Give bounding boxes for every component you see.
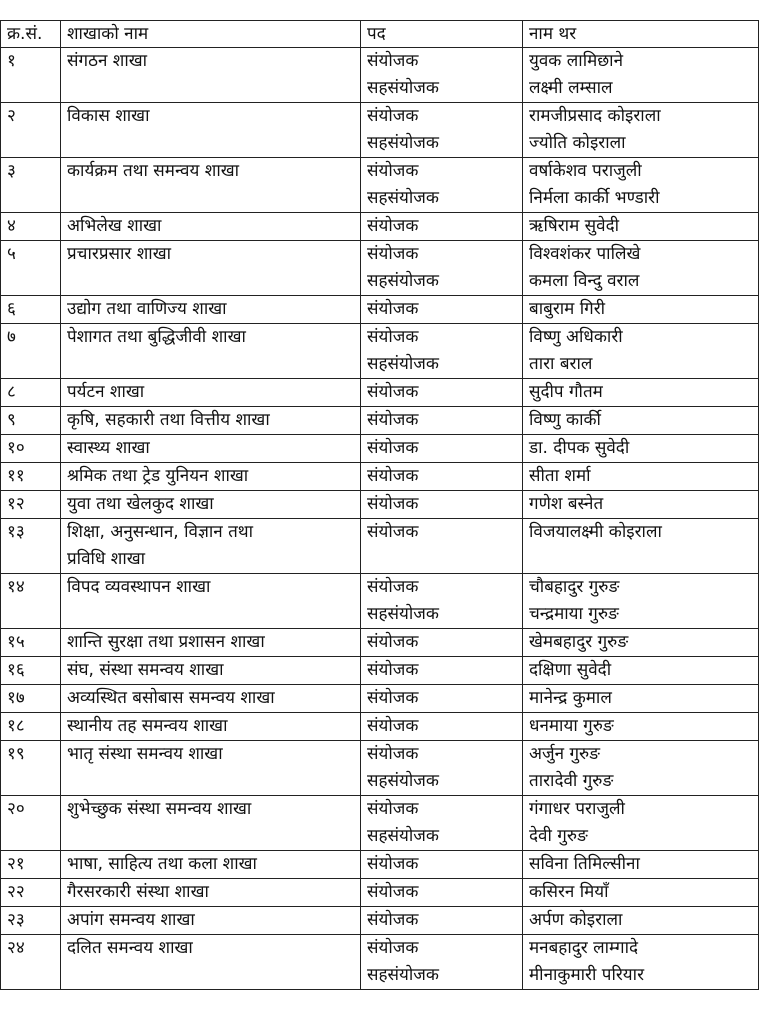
branch-name-line: अभिलेख शाखा [67,216,162,236]
position-label: संयोजक [367,716,419,736]
person-name: चन्द्रमाया गुरुङ [529,604,619,624]
branch-name-cell [61,879,361,907]
person-name-cell [523,435,759,463]
position-label: संयोजक [367,494,419,514]
serial-number-cell [1,519,61,574]
position-label: संयोजक [367,106,419,126]
position-cell [361,629,523,657]
branch-name-cell [61,685,361,713]
branch-name-cell [61,435,361,463]
table-row [1,629,759,657]
branch-name-line: संगठन शाखा [67,51,148,71]
branch-name-line: प्रविधि शाखा [67,549,146,569]
person-name: ऋषिराम सुवेदी [529,216,620,236]
position-label: संयोजक [367,910,419,930]
branch-name-line: शुभेच्छुक संस्था समन्वय शाखा [67,799,252,819]
position-label: संयोजक [367,466,419,486]
person-name: अर्जुन गुरुङ [529,744,601,764]
person-name: ज्योति कोइराला [529,133,626,153]
branch-name-line: प्रचारप्रसार शाखा [67,244,172,264]
branch-name-cell [61,657,361,685]
position-label: संयोजक [367,244,419,264]
table-row [1,574,759,629]
serial-number-cell [1,324,61,379]
position-cell [361,463,523,491]
table-row [1,519,759,574]
position-cell [361,741,523,796]
serial-number: १५ [7,632,25,652]
person-name-cell [523,935,759,990]
position-cell [361,491,523,519]
branch-name-cell [61,158,361,213]
position-label: संयोजक [367,216,419,236]
table-row [1,741,759,796]
branch-name-line: युवा तथा खेलकुद शाखा [67,494,214,514]
branch-name-line: भातृ संस्था समन्वय शाखा [67,744,223,764]
serial-number: ८ [7,382,16,402]
branch-name-cell [61,407,361,435]
serial-number-cell [1,741,61,796]
table-row [1,379,759,407]
person-name-cell [523,213,759,241]
position-label: संयोजक [367,577,419,597]
person-name-cell [523,741,759,796]
position-label: सहसंयोजक [367,133,439,153]
position-cell [361,407,523,435]
person-name: युवक लामिछाने [529,51,624,71]
branch-name-cell [61,213,361,241]
table-row [1,213,759,241]
person-name-cell [523,519,759,574]
person-name-cell [523,379,759,407]
serial-number: २० [7,799,25,819]
position-label: संयोजक [367,410,419,430]
branch-name-cell [61,379,361,407]
person-name: मीनाकुमारी परियार [529,965,645,985]
person-name: तारादेवी गुरुङ [529,771,614,791]
table-row [1,491,759,519]
serial-number: ११ [7,466,25,486]
header-position: पद [361,21,523,48]
position-label: संयोजक [367,882,419,902]
serial-number-cell [1,629,61,657]
branch-name-line: अव्यस्थित बसोबास समन्वय शाखा [67,688,275,708]
branch-name-cell [61,629,361,657]
branch-name-cell [61,296,361,324]
table-row [1,935,759,990]
header-serial-number: क्र.सं. [1,21,61,48]
person-name: सविना तिमिल्सीना [529,854,640,874]
position-cell [361,241,523,296]
person-name: कमला विन्दु वराल [529,271,640,291]
branch-name-line: कार्यक्रम तथा समन्वय शाखा [67,161,240,181]
table-row [1,657,759,685]
table-row [1,407,759,435]
branch-name-cell [61,851,361,879]
table-row [1,324,759,379]
person-name: मनबहादुर लाम्गादे [529,938,639,958]
serial-number-cell [1,935,61,990]
position-cell [361,574,523,629]
person-name: खेमबहादुर गुरुङ [529,632,629,652]
branch-name-line: अपांग समन्वय शाखा [67,910,195,930]
person-name-cell [523,296,759,324]
person-name: विष्णु कार्की [529,410,601,430]
person-name-cell [523,796,759,851]
branch-name-line: पर्यटन शाखा [67,382,145,402]
position-cell [361,851,523,879]
position-label: संयोजक [367,161,419,181]
person-name: विष्णु अधिकारी [529,327,623,347]
serial-number: ७ [7,327,16,347]
person-name: डा. दीपक सुवेदी [529,438,630,458]
table-header [1,21,759,48]
person-name: चौबहादुर गुरुङ [529,577,620,597]
branch-name-cell [61,491,361,519]
branch-name-line: कृषि, सहकारी तथा वित्तीय शाखा [67,410,270,430]
serial-number: १७ [7,688,25,708]
person-name-cell [523,463,759,491]
person-name-cell [523,629,759,657]
position-label: सहसंयोजक [367,78,439,98]
serial-number: १२ [7,494,25,514]
serial-number: २२ [7,882,25,902]
branch-name-cell [61,324,361,379]
person-name: विश्वशंकर पालिखे [529,244,641,264]
branch-name-cell [61,519,361,574]
position-cell [361,324,523,379]
position-label: सहसंयोजक [367,354,439,374]
serial-number-cell [1,158,61,213]
table-row [1,685,759,713]
table-row [1,907,759,935]
serial-number: १४ [7,577,25,597]
person-name-cell [523,574,759,629]
position-label: संयोजक [367,854,419,874]
position-label: संयोजक [367,299,419,319]
person-name: वर्षाकेशव पराजुली [529,161,642,181]
person-name: धनमाया गुरुङ [529,716,614,736]
serial-number-cell [1,296,61,324]
person-name: कसिरन मियाँ [529,882,609,902]
position-cell [361,657,523,685]
position-label: संयोजक [367,382,419,402]
branch-name-line: दलित समन्वय शाखा [67,938,193,958]
serial-number: १६ [7,660,25,680]
position-cell [361,296,523,324]
position-cell [361,713,523,741]
branch-name-cell [61,574,361,629]
table-body [1,48,759,990]
branch-name-cell [61,907,361,935]
branch-name-line: पेशागत तथा बुद्धिजीवी शाखा [67,327,246,347]
branch-name-line: भाषा, साहित्य तथा कला शाखा [67,854,257,874]
serial-number-cell [1,879,61,907]
position-cell [361,879,523,907]
branch-name-cell [61,935,361,990]
position-cell [361,685,523,713]
serial-number-cell [1,103,61,158]
serial-number: २१ [7,854,25,874]
position-label: सहसंयोजक [367,604,439,624]
table-row [1,463,759,491]
serial-number-cell [1,463,61,491]
serial-number-cell [1,851,61,879]
position-label: संयोजक [367,438,419,458]
position-label: सहसंयोजक [367,271,439,291]
person-name-cell [523,879,759,907]
person-name-cell [523,158,759,213]
table-row [1,48,759,103]
person-name-cell [523,491,759,519]
table-row [1,158,759,213]
position-cell [361,435,523,463]
serial-number-cell [1,796,61,851]
person-name-cell [523,851,759,879]
position-cell [361,519,523,574]
serial-number-cell [1,491,61,519]
person-name: निर्मला कार्की भण्डारी [529,188,660,208]
serial-number: १० [7,438,25,458]
serial-number-cell [1,241,61,296]
position-cell [361,379,523,407]
serial-number-cell [1,574,61,629]
serial-number: १९ [7,744,25,764]
branch-name-line: स्वास्थ्य शाखा [67,438,150,458]
serial-number-cell [1,713,61,741]
serial-number: ५ [7,244,16,264]
position-label: संयोजक [367,938,419,958]
branch-name-line: संघ, संस्था समन्वय शाखा [67,660,224,680]
table-row [1,435,759,463]
branch-name-cell [61,713,361,741]
position-label: संयोजक [367,632,419,652]
branch-name-cell [61,48,361,103]
person-name-cell [523,685,759,713]
branch-name-line: विकास शाखा [67,106,150,126]
table-row [1,241,759,296]
branch-name-line: स्थानीय तह समन्वय शाखा [67,716,228,736]
position-label: सहसंयोजक [367,965,439,985]
serial-number-cell [1,213,61,241]
table-row [1,296,759,324]
position-label: संयोजक [367,327,419,347]
serial-number-cell [1,657,61,685]
table-row [1,713,759,741]
serial-number-cell [1,407,61,435]
table-row [1,879,759,907]
person-name-cell [523,907,759,935]
branch-name-line: शिक्षा, अनुसन्धान, विज्ञान तथा [67,522,254,542]
serial-number: १३ [7,522,25,542]
position-cell [361,907,523,935]
serial-number: २४ [7,938,25,958]
serial-number: २ [7,106,16,126]
person-name-cell [523,713,759,741]
position-label: संयोजक [367,51,419,71]
branch-name-line: उद्योग तथा वाणिज्य शाखा [67,299,227,319]
position-cell [361,158,523,213]
position-label: सहसंयोजक [367,826,439,846]
serial-number-cell [1,48,61,103]
serial-number-cell [1,435,61,463]
person-name: तारा बराल [529,354,593,374]
branch-name-cell [61,463,361,491]
branch-name-line: विपद व्यवस्थापन शाखा [67,577,211,597]
position-label: संयोजक [367,522,419,542]
person-name: बाबुराम गिरी [529,299,606,319]
position-cell [361,213,523,241]
serial-number: ४ [7,216,16,236]
table-row [1,796,759,851]
serial-number: ३ [7,161,16,181]
person-name-cell [523,241,759,296]
serial-number: २३ [7,910,25,930]
serial-number: १ [7,51,16,71]
person-name-cell [523,103,759,158]
person-name: गणेश बस्नेत [529,494,604,514]
serial-number-cell [1,379,61,407]
person-name: दक्षिणा सुवेदी [529,660,612,680]
person-name: रामजीप्रसाद कोइराला [529,106,661,126]
header-full-name: नाम थर [523,21,759,48]
position-cell [361,103,523,158]
person-name: मानेन्द्र कुमाल [529,688,612,708]
person-name: देवी गुरुङ [529,826,588,846]
person-name: गंगाधर पराजुली [529,799,625,819]
position-label: सहसंयोजक [367,188,439,208]
serial-number-cell [1,685,61,713]
branch-name-cell [61,241,361,296]
person-name-cell [523,657,759,685]
serial-number: १८ [7,716,25,736]
person-name: सुदीप गौतम [529,382,603,402]
branch-name-line: गैरसरकारी संस्था शाखा [67,882,209,902]
position-label: सहसंयोजक [367,771,439,791]
header-branch-name: शाखाको नाम [61,21,361,48]
person-name-cell [523,48,759,103]
position-label: संयोजक [367,660,419,680]
header-row [1,21,759,48]
branch-name-cell [61,796,361,851]
person-name: सीता शर्मा [529,466,591,486]
person-name: अर्पण कोइराला [529,910,623,930]
branch-committee-table [0,20,759,990]
branch-name-line: शान्ति सुरक्षा तथा प्रशासन शाखा [67,632,265,652]
table-row [1,103,759,158]
serial-number: ९ [7,410,16,430]
position-label: संयोजक [367,744,419,764]
position-cell [361,796,523,851]
branch-name-cell [61,741,361,796]
position-cell [361,935,523,990]
person-name: विजयालक्ष्मी कोइराला [529,522,662,542]
position-label: संयोजक [367,799,419,819]
serial-number-cell [1,907,61,935]
person-name: लक्ष्मी लम्साल [529,78,613,98]
serial-number: ६ [7,299,16,319]
table-row [1,851,759,879]
position-label: संयोजक [367,688,419,708]
position-cell [361,48,523,103]
person-name-cell [523,324,759,379]
person-name-cell [523,407,759,435]
branch-name-cell [61,103,361,158]
branch-name-line: श्रमिक तथा ट्रेड युनियन शाखा [67,466,249,486]
